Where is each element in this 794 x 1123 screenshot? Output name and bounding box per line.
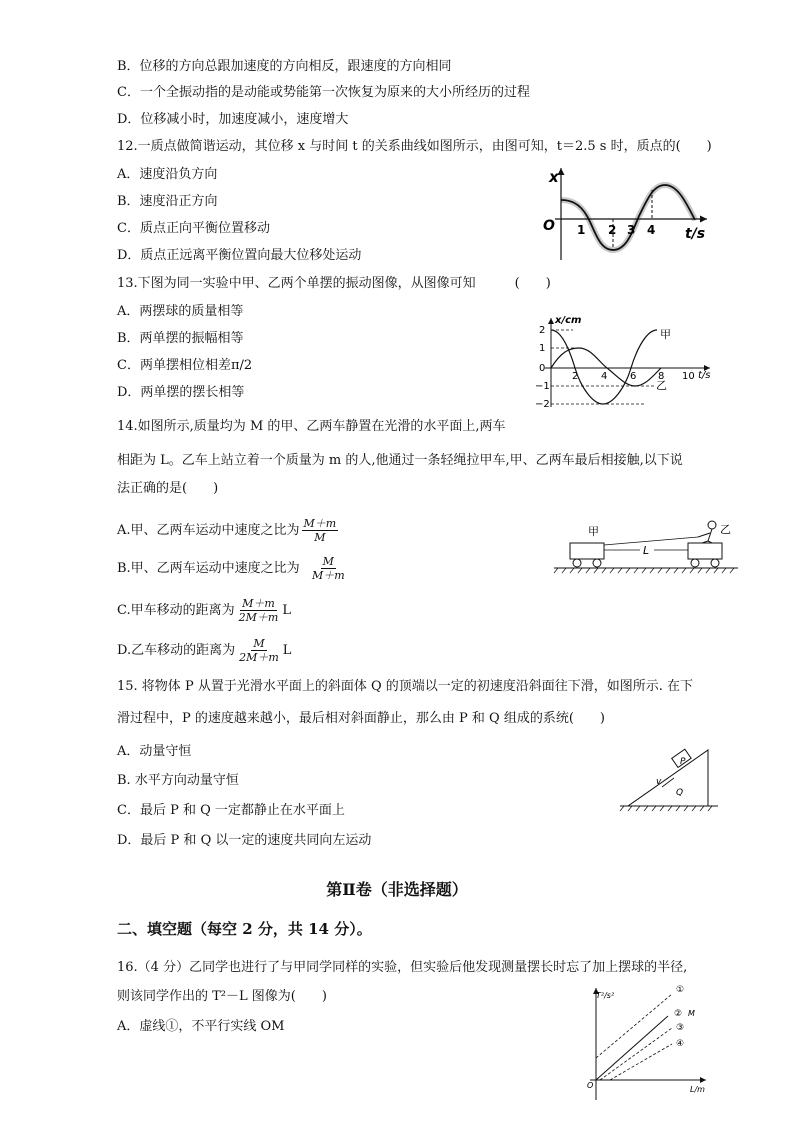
q14-a-den: M: [314, 531, 326, 544]
q16-label-1: ①: [676, 985, 685, 995]
q13-option-c: C．两单摆相位相差π/2: [117, 358, 253, 373]
q12-tick-2: 2: [608, 223, 617, 237]
q14-option-b: [117, 552, 349, 586]
q16-label-2: ②: [674, 1009, 683, 1019]
q12-x-label: t/s: [685, 226, 706, 242]
q14-option-a-text: A.甲、乙两车运动中速度之比为: [117, 523, 300, 538]
q16-label-M: M: [688, 1009, 695, 1018]
q13-xtick-10: 10: [682, 371, 695, 382]
q15-wedge-Q: [628, 750, 708, 806]
q16-option-a: A．虚线①，不平行实线 OM: [117, 1019, 285, 1034]
q13-xtick-6: 6: [630, 371, 637, 382]
q12-y-label: x: [549, 168, 559, 186]
q15-option-d: D．最后 P 和 Q 以一定的速度共同向左运动: [117, 833, 372, 848]
q16-label-3: ③: [676, 1023, 685, 1033]
q12-sine-curve: [561, 185, 695, 250]
q16-x-label: L/m: [690, 1085, 705, 1094]
q15-incline-figure: [618, 740, 728, 815]
q14-b-den: M＋m: [311, 569, 345, 582]
q14-cart-yi: [688, 543, 722, 559]
q14-option-c: [117, 594, 291, 628]
q13-x-label: t/s: [698, 370, 711, 381]
q13-stem: 13.下图为同一实验中甲、乙两个单摆的振动图像，从图像可知 ( ): [117, 276, 551, 291]
q11-option-d: D．位移减小时，加速度减小，速度增大: [117, 112, 349, 127]
q14-label-yi: 乙: [720, 523, 731, 536]
q14-option-d: [117, 634, 291, 668]
q13-ytick-m1: −1: [535, 381, 550, 392]
q14-option-b-fraction: [310, 555, 347, 582]
q14-c-den: 2M＋m: [238, 611, 279, 624]
q12-option-d: D．质点正远离平衡位置向最大位移处运动: [117, 248, 362, 263]
q15-label-Q: Q: [676, 788, 684, 798]
q14-carts-figure: [550, 515, 740, 577]
q14-option-c-suffix: L: [282, 603, 291, 618]
q14-label-L: L: [643, 544, 650, 557]
q14-option-c-text: C.甲车移动的距离为: [117, 603, 235, 618]
q16-origin: O: [587, 1081, 594, 1090]
q16-line-OM: [596, 1016, 668, 1080]
q15-option-b: B. 水平方向动量守恒: [117, 773, 239, 788]
q14-b-num: M: [322, 555, 334, 568]
q15-stem-1: 15. 将物体 P 从置于光滑水平面上的斜面体 Q 的顶端以一定的初速度沿斜面往下滑，如图所示. 在下: [117, 679, 694, 694]
q14-a-num: M＋m: [303, 517, 337, 530]
q13-option-d: D．两单摆的摆长相等: [117, 385, 245, 400]
q14-rope: [604, 537, 698, 545]
q14-d-den: 2M＋m: [239, 651, 279, 664]
q13-xtick-8: 8: [658, 371, 665, 382]
q16-graph-figure: [580, 980, 710, 1110]
q16-label-4: ④: [676, 1039, 685, 1049]
q12-option-a: A．速度沿负方向: [117, 167, 218, 182]
q12-origin: O: [543, 218, 555, 234]
q12-tick-1: 1: [577, 223, 586, 237]
q14-option-a: [117, 514, 340, 548]
q14-option-d-text: D.乙车移动的距离为: [117, 643, 236, 658]
q11-option-c: C．一个全振动指的是动能或势能第一次恢复为原来的大小所经历的过程: [117, 85, 530, 100]
q13-curve-jia: [551, 330, 657, 404]
q14-option-a-fraction: [302, 517, 339, 544]
q12-stem: 12.一质点做简谐运动，其位移 x 与时间 t 的关系曲线如图所示，由图可知，t＝2.5 s 时，质点的( ): [117, 139, 712, 154]
q12-option-c: C．质点正向平衡位置移动: [117, 221, 270, 236]
q12-tick-3: 3: [627, 223, 636, 237]
q14-label-jia: 甲: [588, 525, 599, 538]
q15-option-a: A．动量守恒: [117, 744, 192, 759]
q16-stem-1: 16.（4 分）乙同学也进行了与甲同学同样的实验，但实验后他发现测量摆长时忘了加上摆球的半径,: [117, 960, 688, 975]
q14-option-d-fraction: [237, 637, 281, 664]
q16-line-1: [596, 994, 672, 1058]
q14-option-d-suffix: L: [282, 643, 292, 658]
q14-stem-1: 14.如图所示,质量均为 M 的甲、乙两车静置在光滑的水平面上,两车: [117, 419, 506, 434]
q15-option-c: C．最后 P 和 Q 一定都静止在水平面上: [117, 803, 345, 818]
q16-y-label: T²/s²: [596, 991, 615, 1000]
q12-tick-4: 4: [647, 223, 656, 237]
q15-label-v: v: [656, 777, 662, 787]
q14-c-num: M＋m: [242, 597, 275, 610]
q13-label-jia: 甲: [660, 328, 671, 341]
q14-stem-3: 法正确的是( ): [117, 481, 219, 496]
q12-sine-figure: [535, 160, 715, 270]
q13-pendulum-figure: [535, 312, 715, 412]
q13-ytick-1: 1: [539, 343, 546, 354]
q14-stem-2: 相距为 L。乙车上站立着一个质量为 m 的人,他通过一条轻绳拉甲车,甲、乙两车最后相接触,以下说: [117, 453, 683, 468]
q16-line-4: [610, 1044, 672, 1080]
q13-option-a: A．两摆球的质量相等: [117, 304, 244, 319]
section-2-heading: 二、填空题（每空 2 分，共 14 分）。: [117, 920, 372, 938]
q11-option-b: B．位移的方向总跟加速度的方向相反，跟速度的方向相同: [117, 59, 452, 74]
q13-ytick-2: 2: [539, 325, 546, 336]
part2-title: 第Ⅱ卷（非选择题）: [326, 880, 468, 899]
q16-stem-2: 则该同学作出的 T²－L 图像为( ): [117, 989, 327, 1004]
q13-ytick-m2: −2: [535, 399, 550, 410]
q14-option-b-text: B.甲、乙两车运动中速度之比为: [117, 561, 300, 576]
q14-cart-jia: [570, 543, 604, 559]
q14-option-c-fraction: [237, 597, 281, 624]
q13-y-label: x/cm: [555, 315, 582, 326]
q13-ytick-0: 0: [539, 363, 546, 374]
q13-option-b: B．两单摆的振幅相等: [117, 331, 244, 346]
q15-label-P: P: [680, 757, 686, 767]
q13-label-yi: 乙: [656, 379, 667, 392]
q16-line-3: [600, 1028, 672, 1080]
q12-option-b: B．速度沿正方向: [117, 194, 218, 209]
q14-d-num: M: [253, 637, 265, 650]
q15-stem-2: 滑过程中，P 的速度越来越小，最后相对斜面静止，那么由 P 和 Q 组成的系统( ): [117, 711, 605, 726]
q13-xtick-2: 2: [572, 371, 579, 382]
q13-xtick-4: 4: [601, 371, 608, 382]
